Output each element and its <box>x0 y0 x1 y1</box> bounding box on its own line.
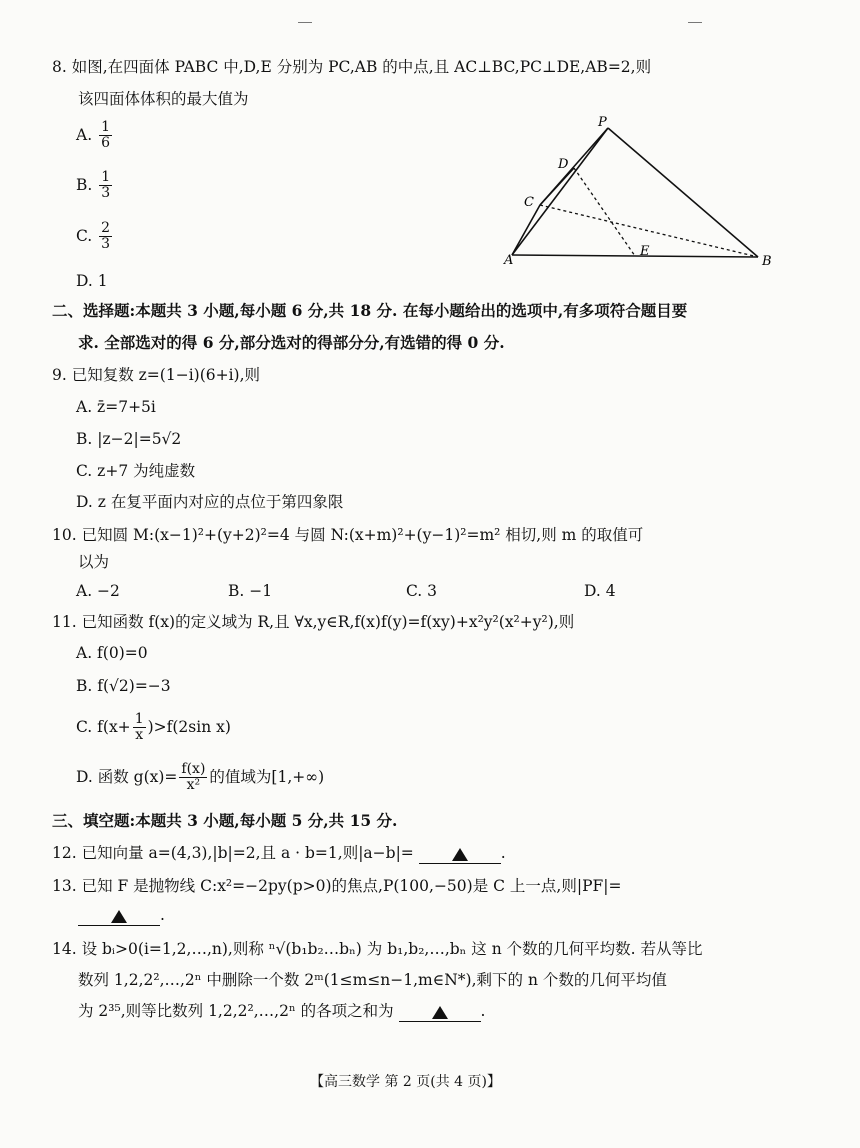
q12-stem: 12. 已知向量 a=(4,3),|b|=2,且 a · b=1,则|a−b|= <box>52 844 414 862</box>
q10-option-c: C. 3 <box>406 582 438 600</box>
q11-stem: 11. 已知函数 f(x)的定义域为 R,且 ∀x,y∈R,f(x)f(y)=f(xy)+x²y²(x²+y²),则 <box>52 613 575 631</box>
fraction: $\frac{2}{3}$ <box>101 220 111 253</box>
q9-option-d: D. z 在复平面内对应的点位于第四象限 <box>76 493 344 511</box>
option-label: C. <box>76 226 93 245</box>
label-b: B <box>762 254 772 269</box>
label-p: P <box>598 115 607 130</box>
answer-blank[interactable] <box>419 846 501 864</box>
q10-option-b: B. −1 <box>228 582 273 600</box>
option-value: 1 <box>97 272 108 290</box>
period: . <box>480 1002 486 1020</box>
q11-option-b: B. f(√2)=−3 <box>76 677 171 695</box>
q11-option-d <box>76 762 324 794</box>
q14-line3 <box>78 1002 485 1022</box>
q10-stem-line2: 以为 <box>78 553 110 571</box>
option-text: )>f(2sin x) <box>147 717 231 736</box>
top-mark-left <box>298 22 312 23</box>
q9-option-a: A. z̄=7+5i <box>76 398 156 416</box>
edge-ap <box>512 128 608 255</box>
fraction: $\frac{1}{3}$ <box>101 169 111 202</box>
section2-line1: 二、选择题:本题共 3 小题,每小题 6 分,共 18 分. 在每小题给出的选项中,有多项符合题目要 <box>52 301 688 320</box>
q13-answer <box>78 906 165 926</box>
tetrahedron-figure <box>500 112 790 272</box>
q9-stem: 9. 已知复数 z=(1−i)(6+i),则 <box>52 366 261 384</box>
period: . <box>160 906 165 924</box>
option-text: 的值域为[1,+∞) <box>209 767 325 786</box>
edge-ac <box>512 205 540 255</box>
q12 <box>52 844 506 864</box>
label-c: C <box>524 195 534 210</box>
q11-option-c <box>76 712 231 744</box>
top-mark-right <box>688 22 702 23</box>
option-label: D. <box>76 272 93 290</box>
q13-stem: 13. 已知 F 是抛物线 C:x²=−2py(p>0)的焦点,P(100,−50)是 C 上一点,则|PF|= <box>52 877 622 895</box>
section3-heading: 三、填空题:本题共 3 小题,每小题 5 分,共 15 分. <box>52 811 398 830</box>
edge-pb <box>608 128 758 257</box>
segment-de <box>574 168 635 256</box>
q8-option-d <box>76 272 108 291</box>
q10-stem-line1: 10. 已知圆 M:(x−1)²+(y+2)²=4 与圆 N:(x+m)²+(y−1)²=m² 相切,则 m 的取值可 <box>52 526 644 544</box>
edge-cd <box>540 168 574 205</box>
q14-line1: 14. 设 bᵢ>0(i=1,2,…,n),则称 ⁿ√(b₁b₂…bₙ) 为 b₁,b₂,…,bₙ 这 n 个数的几何平均数. 若从等比 <box>52 940 703 958</box>
q14-line3-text: 为 2³⁵,则等比数列 1,2,2²,…,2ⁿ 的各项之和为 <box>78 1002 394 1020</box>
answer-blank[interactable] <box>399 1004 481 1022</box>
q9-option-b: B. |z−2|=5√2 <box>76 430 182 448</box>
q11-option-a: A. f(0)=0 <box>76 644 148 662</box>
q9-option-c: C. z+7 为纯虚数 <box>76 462 196 480</box>
section2-line2: 求. 全部选对的得 6 分,部分选对的得部分分,有选错的得 0 分. <box>78 333 505 352</box>
q8-option-b <box>76 170 114 202</box>
fraction: $\frac{1}{x}$ <box>134 711 144 744</box>
page-footer: 【高三数学 第 2 页(共 4 页)】 <box>310 1074 501 1090</box>
fraction: $\frac{f(x)}{\text{x²}}$ <box>181 761 206 794</box>
option-text: D. 函数 g(x)= <box>76 767 178 786</box>
q10-option-d: D. 4 <box>584 582 616 600</box>
label-a: A <box>504 253 514 268</box>
answer-blank[interactable] <box>78 908 160 926</box>
edge-ab <box>512 255 758 257</box>
triangle-icon <box>452 848 468 861</box>
triangle-icon <box>111 910 127 923</box>
period: . <box>500 844 506 862</box>
fraction: $\frac{1}{6}$ <box>101 119 110 152</box>
q8-stem-line2: 该四面体体积的最大值为 <box>78 90 249 108</box>
q10-option-a: A. −2 <box>76 582 120 600</box>
q8-option-a <box>76 120 114 152</box>
q8-stem-line1: 8. 如图,在四面体 PABC 中,D,E 分别为 PC,AB 的中点,且 AC⊥BC,PC⊥DE,AB=2,则 <box>52 58 652 76</box>
triangle-icon <box>432 1006 448 1019</box>
option-text: C. f(x+ <box>76 717 131 736</box>
label-d: D <box>558 157 569 172</box>
label-e: E <box>640 244 650 259</box>
q14-line2: 数列 1,2,2²,…,2ⁿ 中删除一个数 2ᵐ(1≤m≤n−1,m∈N*),剩下的 n 个数的几何平均值 <box>78 971 667 989</box>
q8-option-c <box>76 221 114 253</box>
option-label: A. <box>76 125 93 144</box>
option-label: B. <box>76 175 93 194</box>
